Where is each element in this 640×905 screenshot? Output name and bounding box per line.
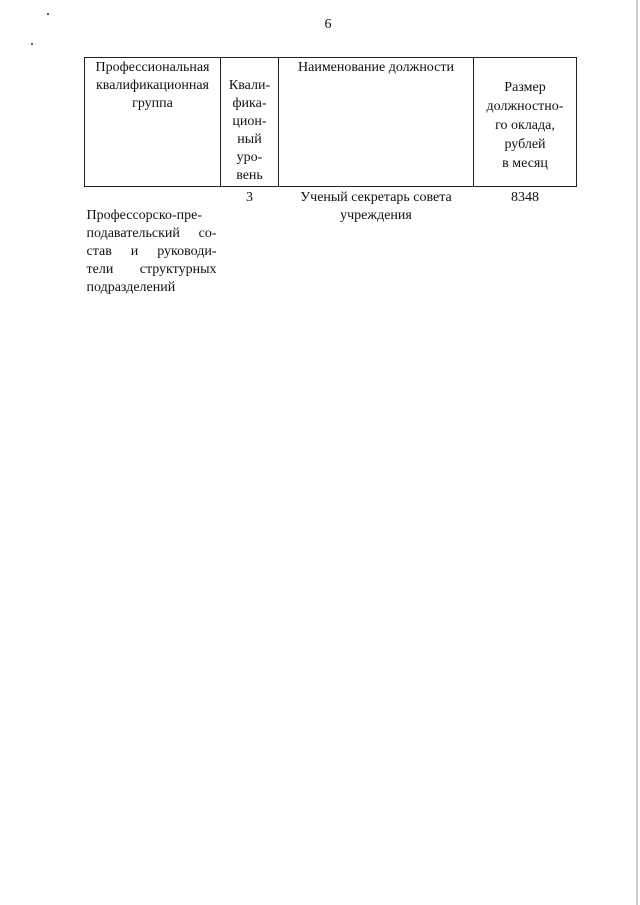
- cell-position-name: [279, 187, 474, 300]
- table-row: [85, 187, 577, 300]
- scan-speck: [31, 43, 33, 45]
- header-qualification-level: [221, 58, 279, 187]
- header-professional-group-label: Профессиональная квалификационная группа: [95, 60, 210, 111]
- header-professional-group: [85, 58, 221, 187]
- header-position-name: [279, 58, 474, 187]
- page-number: 6: [324, 17, 332, 32]
- header-salary-size-label: Размер должностно- го оклада, рублей в месяц: [486, 80, 564, 171]
- cell-professional-group-text: Профессорско-пре- подавательский со- став и руководи- тели структурных подразделений: [86, 208, 217, 295]
- header-position-name-label: Наименование должности: [298, 60, 454, 75]
- scan-speck: [47, 13, 49, 15]
- salary-table: [84, 57, 577, 299]
- header-salary-size: [474, 58, 577, 187]
- header-qualification-level-label: Квали- фика- цион- ный уро- вень: [228, 78, 271, 183]
- table-header-row: [85, 58, 577, 187]
- scan-edge: [636, 0, 638, 905]
- cell-salary: 8348: [511, 190, 539, 205]
- cell-position-name-text: Ученый секретарь совета учреждения: [300, 190, 452, 223]
- cell-qualification-level: 3: [246, 190, 253, 205]
- cell-professional-group: [85, 187, 221, 300]
